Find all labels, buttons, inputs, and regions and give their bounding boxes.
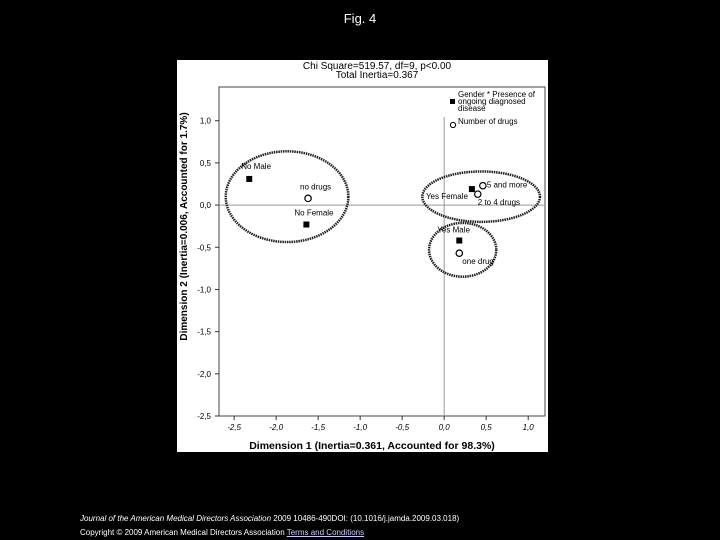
point-circle [305, 195, 311, 201]
legend-label: disease [458, 104, 486, 113]
point-label: 2 to 4 drugs [477, 198, 521, 208]
point-label: no drugs [300, 182, 332, 192]
terms-link[interactable]: Terms and Conditions [286, 528, 365, 537]
y-tick-label: 0,0 [199, 201, 211, 211]
journal-name: Journal of the American Medical Directors Association [80, 514, 272, 523]
y-tick-label: -2,5 [197, 412, 211, 421]
point-circle [456, 250, 462, 256]
point-label: No Male [241, 161, 272, 171]
x-tick-label: -1,0 [353, 423, 368, 432]
point-label: one drug [462, 257, 494, 267]
x-tick-label: -2,5 [227, 423, 242, 432]
x-tick-label: -1,5 [311, 423, 326, 432]
y-tick-label: -1,0 [197, 285, 211, 295]
point-label: Yes Male [437, 225, 470, 235]
y-tick-label: 0,5 [199, 158, 211, 168]
y-tick-label: -0,5 [197, 243, 211, 253]
chart-title: Chi Square=519.57, df=9, p<0.00 [302, 61, 452, 72]
legend-marker-circle [450, 122, 455, 127]
legend-label: Number of drugs [458, 117, 518, 126]
caption-line-2 [80, 528, 364, 537]
y-tick-label: -2,0 [197, 369, 211, 379]
legend-label: Gender * Presence of [458, 90, 535, 99]
point-square [456, 238, 462, 244]
point-circle [480, 183, 486, 189]
x-tick-label: 0,0 [438, 423, 450, 432]
y-tick-label: -1,5 [197, 327, 211, 337]
x-tick-label: -2,0 [269, 423, 284, 432]
point-label: 5 and more [486, 180, 528, 190]
point-square [469, 186, 475, 192]
x-axis-label: Dimension 1 (Inertia=0.361, Accounted for 98.3%) [249, 440, 495, 452]
copyright: Copyright © 2009 American Medical Directors Association [80, 528, 287, 537]
point-square [303, 222, 309, 228]
x-tick-label: 0,5 [480, 423, 492, 432]
legend-label: ongoing diagnosed [458, 97, 526, 106]
x-tick-label: -0,5 [395, 423, 410, 432]
correspondence-plot [177, 60, 548, 452]
point-label: Yes Female [425, 192, 468, 202]
chart-subtitle: Total Inertia=0.367 [335, 70, 419, 81]
figure-title: Fig. 4 [343, 11, 377, 26]
caption-line-1 [80, 514, 459, 523]
x-tick-label: 1,0 [522, 423, 534, 432]
chart-panel [177, 60, 548, 452]
point-circle [475, 191, 481, 197]
point-label: No Female [294, 208, 334, 218]
citation: 2009 10486-490DOI: (10.1016/j.jamda.2009.03.018) [271, 514, 460, 523]
y-axis-label: Dimension 2 (Inertia=0.006, Accounted for 1.7%) [179, 112, 190, 341]
plot-frame [219, 87, 545, 416]
point-square [246, 176, 252, 182]
legend-marker-square [450, 99, 455, 104]
y-tick-label: 1,0 [199, 116, 211, 126]
